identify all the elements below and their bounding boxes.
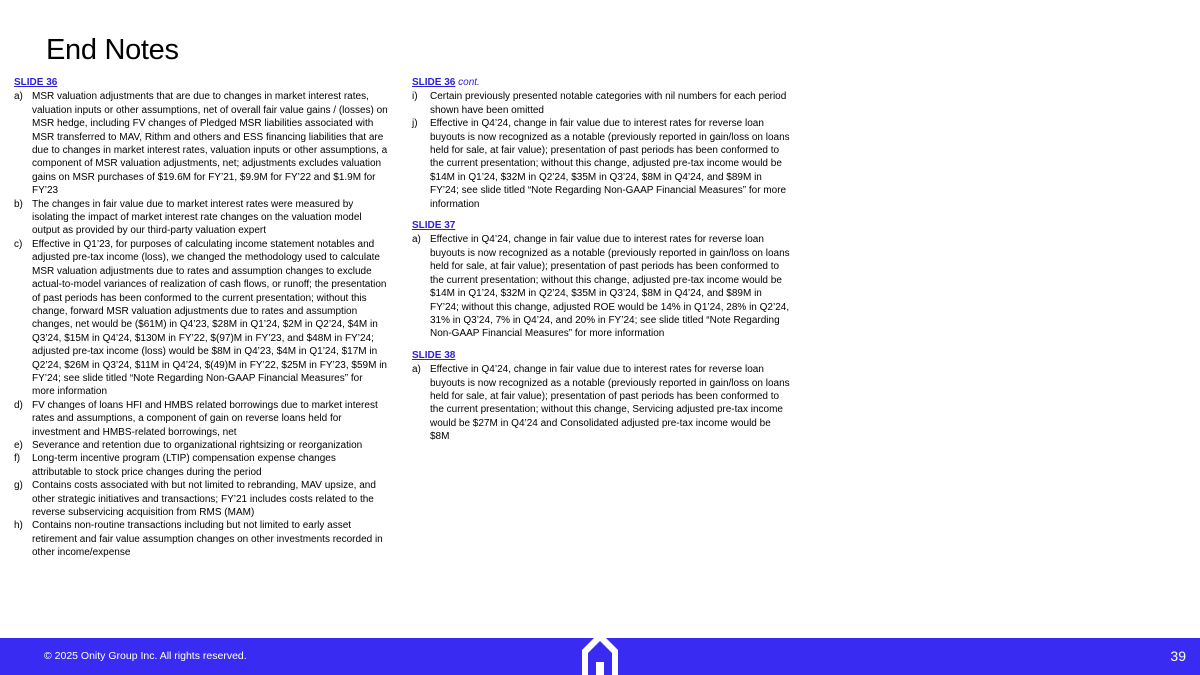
page-title: End Notes <box>46 34 179 66</box>
left-notes-column <box>14 76 388 568</box>
end-note-item <box>14 439 388 452</box>
note-letter: i) <box>412 91 418 103</box>
copyright-text: © 2025 Onity Group Inc. All rights reserved. <box>44 650 247 662</box>
note-letter: a) <box>412 364 421 376</box>
house-logo-icon <box>575 630 625 675</box>
note-text: Severance and retention due to organizational rightsizing or reorganization <box>32 439 363 451</box>
note-letter: j) <box>412 118 418 130</box>
slide-link[interactable]: SLIDE 38 <box>412 349 456 361</box>
note-text: Certain previously presented notable categories with nil numbers for each period shown have been omitted <box>430 91 787 116</box>
note-text: Effective in Q1’23, for purposes of calculating income statement notables and adjusted pre-tax income (loss), we changed the methodology used to calculate MSR valuation adjustments due to rates and assumption changes to exclude actual-to-model variances of realization of cash flows, or runoff; the presentation of past periods has been conformed to the current presentation; without this change, forward MSR valuation adjustments due to rates and assumption changes, net would be ($61M) in Q4’23, $28M in Q1’24, $2M in Q2’24, $4M in Q3’24, $15M in Q4’24, $130M in FY’22, $(97)M in FY’23, and $48M in FY’24; adjusted pre-tax income (loss) would be $8M in Q4’23, $4M in Q1’24, $17M in Q2’24, $26M in Q3’24, $11M in Q4’24, $(49)M in FY’22, $25M in FY’23, $59M in FY’24; see slide titled “Note Regarding Non-GAAP Financial Measures” for more information <box>32 238 387 398</box>
end-note-item <box>412 90 792 117</box>
end-note-item <box>14 238 388 399</box>
heading-suffix: cont. <box>458 77 480 88</box>
section-heading <box>412 349 792 362</box>
page-number: 39 <box>1170 648 1186 664</box>
slide-link[interactable]: SLIDE 36 <box>412 77 456 88</box>
note-text: Contains non-routine transactions including but not limited to early asset retirement and fair value assumption changes on other investments recorded in other income/expense <box>32 520 383 559</box>
note-letter: g) <box>14 480 23 492</box>
end-note-item <box>14 479 388 519</box>
end-note-item <box>412 363 792 443</box>
section-heading <box>412 76 792 89</box>
note-text: MSR valuation adjustments that are due to changes in market interest rates, valuation inputs or other assumptions, net of overall fair value gains / (losses) on MSR hedge, including FV changes of Pledged MSR liabilities associated with MSR transferred to MAV, Rithm and others and ESS financing liabilities that are due to changes in market interest rates, valuation inputs or other assumptions, a component of MSR valuation adjustments, net; adjustments excludes valuation gains on MSR purchases of $19.6M for FY’21, $9.9M for FY’22 and $1.9M for FY’23 <box>32 91 388 197</box>
note-text: The changes in fair value due to market interest rates were measured by isolating the impact of market interest rate changes on the valuation model output as provided by our third-party valuation expert <box>32 198 362 237</box>
slide-link[interactable]: SLIDE 36 <box>14 77 58 88</box>
note-letter: h) <box>14 520 23 532</box>
notes-section <box>412 219 792 341</box>
end-note-item <box>412 117 792 211</box>
note-text: Effective in Q4’24, change in fair value due to interest rates for reverse loan buyouts is now recognized as a notable (previously reported in gain/loss on loans held for sale, at fair value); presentation of past periods has been conformed to the current presentation; without this change, Servicing adjusted pre-tax income would be $27M in Q4’24 and Consolidated adjusted pre-tax income would be $8M <box>430 364 790 443</box>
note-letter: b) <box>14 198 23 210</box>
section-heading <box>14 76 388 89</box>
end-note-item <box>14 452 388 479</box>
note-text: Long-term incentive program (LTIP) compensation expense changes attributable to stock price changes during the period <box>32 453 336 478</box>
section-heading <box>412 219 792 232</box>
note-text: Effective in Q4’24, change in fair value due to interest rates for reverse loan buyouts is now recognized as a notable (previously reported in gain/loss on loans held for sale, at fair value); presentation of past periods has been conformed to the current presentation; without this change, adjusted pre-tax income would be $14M in Q1’24, $32M in Q2’24, $35M in Q3’24, $8M in Q4’24, and $89M in FY’24; see slide titled “Note Regarding Non-GAAP Financial Measures” for more information <box>430 118 790 210</box>
notes-section <box>14 76 388 560</box>
note-text: Effective in Q4’24, change in fair value due to interest rates for reverse loan buyouts is now recognized as a notable (previously reported in gain/loss on loans held for sale, at fair value); presentation of past periods has been conformed to the current presentation; without this change, adjusted pre-tax income would be $14M in Q1’24, $32M in Q2’24, $35M in Q3’24, $8M in Q4’24, and $89M in FY’24; without this change, adjusted ROE would be 14% in Q1’24, 28% in Q2’24, 31% in Q3’24, 7% in Q4’24, and 20% in FY’24; see slide titled “Note Regarding Non-GAAP Financial Measures” for more information <box>430 234 790 340</box>
note-text: Contains costs associated with but not limited to rebranding, MAV upsize, and other strategic initiatives and transactions; FY’21 includes costs related to the reverse subservicing acquisition from RMS (MAM) <box>32 480 376 518</box>
note-letter: d) <box>14 399 23 411</box>
note-letter: a) <box>14 91 23 103</box>
note-text: FV changes of loans HFI and HMBS related borrowings due to market interest rates and assumptions, a component of gain on reverse loans held for investment and HMBS-related borrowings, net <box>32 399 378 438</box>
note-letter: c) <box>14 238 23 250</box>
end-note-item <box>14 198 388 238</box>
end-note-item <box>14 90 388 197</box>
end-note-item <box>412 233 792 340</box>
end-note-item <box>14 399 388 439</box>
end-note-item <box>14 519 388 559</box>
note-letter: f) <box>14 453 21 465</box>
notes-section <box>412 76 792 211</box>
notes-section <box>412 349 792 444</box>
slide-link[interactable]: SLIDE 37 <box>412 220 456 232</box>
note-letter: a) <box>412 234 421 246</box>
right-notes-column <box>412 76 792 452</box>
note-letter: e) <box>14 439 23 451</box>
